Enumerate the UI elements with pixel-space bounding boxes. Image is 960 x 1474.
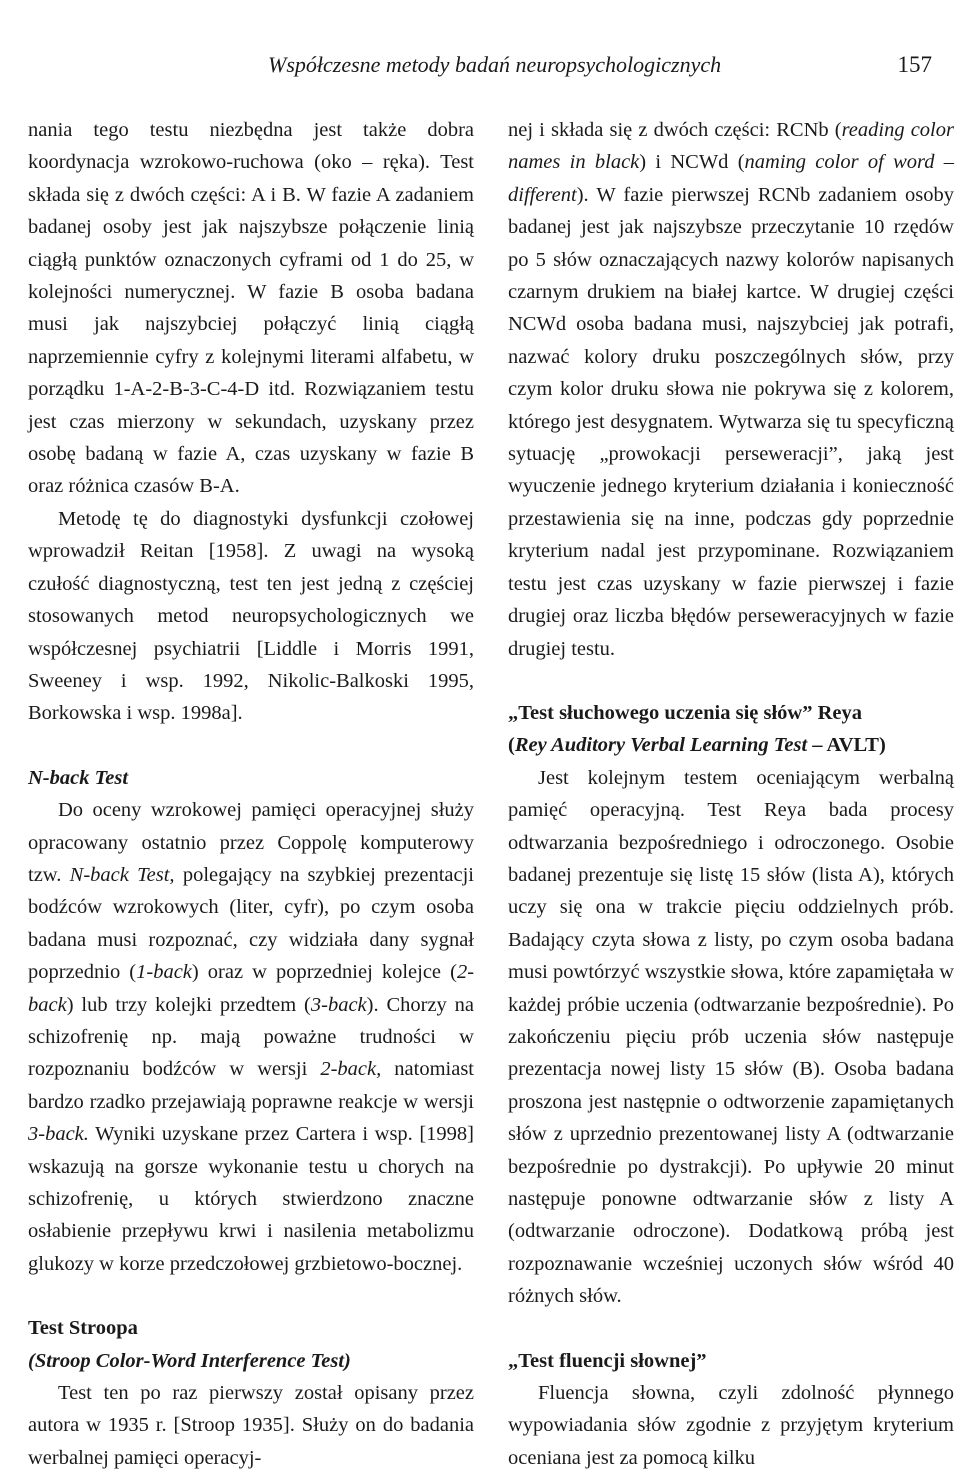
- paragraph-stroop: Test ten po raz pierwszy został opisany przez autora w 1935 r. [Stroop 1935]. Służy on do badania werbalnej pamięci operacyj-: [28, 1382, 474, 1469]
- paragraph-reitan: Metodę tę do diagnostyki dysfunkcji czołowej wprowadził Reitan [1958]. Z uwagi na wysoką czułość diagnostyczną, test ten jest jedną z częściej stosowanych metod neuropsychologicznych we współczesnej psychiatrii [Liddle i Morris 1991, Sweeney i wsp. 1992, Nikolic-Balkoski 1995, Borkowska i wsp. 1998a].: [28, 507, 474, 725]
- subheading-stroop: (Stroop Color-Word Interference Test): [28, 1349, 351, 1372]
- paragraph-avlt: Jest kolejnym testem oceniającym werbalną pamięć operacyjną. Test Reya bada procesy odtwarzania bezpośredniego i odroczonego. Osobie badanej prezentuje się listę 15 słów (lista A), których uczy się ona w trakcie pięciu oddzielnych prób. Badający czyta słowa z listy, po czym osoba badana musi powtórzyć wszystkie słowa, które zapamiętała w każdej próbie uczenia (odtwarzanie bezpośrednie). Po zakończeniu pięciu prób uczenia słów następuje prezentacja nowej listy 15 słów (B). Osoba badana proszona jest następnie o odtworzenie zapamiętanych słów z uprzednio prezentowanej listy A (odtwarzanie bezpośrednie po dystrakcji). Po upływie 20 minut następuje ponowne odtwarzanie słów z listy A (odtwarzanie odroczone). Dodatkową próbą jest rozpoznawanie wcześniej uczonych słów wśród 40 różnych słów.: [508, 766, 954, 1308]
- heading-nback: N-back Test: [28, 766, 129, 789]
- heading-fluency: „Test fluencji słownej”: [508, 1349, 707, 1372]
- paragraph-trail-making: nania tego testu niezbędna jest także dobra koordynacja wzrokowo-ruchowa (oko – ręka). Test składa się z dwóch części: A i B. W fazie A zadaniem badanej osoby jest jak najszybsze połączenie linią ciągłą punktów oznaczonych cyframi od 1 do 25, w kolejności numerycznej. W fazie B osoba badana musi jak najszybciej połączyć linią ciągłą naprzemiennie cyfry z kolejnymi literami alfabetu, w porządku 1-A-2-B-3-C-4-D itd. Rozwiązaniem testu jest czas mierzony w sekundach, uzyskany przez osobę badaną w fazie A, czas uzyskany w fazie B oraz różnica czasów B-A.: [28, 119, 474, 498]
- section-gap: [508, 665, 954, 697]
- page-header: [0, 0, 960, 100]
- running-head: Współczesne metody badań neuropsychologicznych: [268, 52, 722, 77]
- section-gap: [508, 1313, 954, 1345]
- page-number: 157: [897, 52, 932, 77]
- subheading-avlt: (Rey Auditory Verbal Learning Test – AVLT): [508, 734, 886, 757]
- section-gap: [28, 730, 474, 762]
- paragraph-stroop-continued: nej i składa się z dwóch części: RCNb (reading color names in black) i NCWd (naming color of word – different). W fazie pierwszej RCNb zadaniem osoby badanej jest jak najszybsze przeczytanie 10 rzędów po 5 słów oznaczających nazwy kolorów napisanych czarnym drukiem na białej kartce. W drugiej części NCWd osoba badana musi, najszybciej jak potrafi, nazwać kolory druku poszczególnych słów, przy czym kolor druku słowa nie pokrywa się z kolorem, którego jest desygnatem. Wytwarza się tu specyficzną sytuację „prowokacji perseweracji”, jaką jest wyuczenie jednego kryterium działania i konieczność przestawienia się na inne, podczas gdy poprzednie kryterium nadal jest przypominane. Rozwiązaniem testu jest czas uzyskany w fazie pierwszej i fazie drugiej oraz liczba błędów perseweracyjnych w fazie drugiej testu.: [508, 119, 954, 660]
- section-gap: [28, 1280, 474, 1312]
- right-column: [508, 114, 954, 1474]
- heading-stroop: Test Stroopa: [28, 1317, 138, 1340]
- heading-avlt: „Test słuchowego uczenia się słów” Reya: [508, 701, 862, 724]
- left-column: [28, 114, 474, 1474]
- paragraph-nback: Do oceny wzrokowej pamięci operacyjnej służy opracowany ostatnio przez Coppolę komputerowy tzw. N-back Test, polegający na szybkiej prezentacji bodźców wzrokowych (liter, cyfr), po czym osoba badana musi rozpoznać, czy widziała dany sygnał poprzednio (1-back) oraz w poprzedniej kolejce (2-back) lub trzy kolejki przedtem (3-back). Chorzy na schizofrenię np. mają poważne trudności w rozpoznaniu bodźców w wersji 2-back, natomiast bardzo rzadko przejawiają poprawne reakcje w wersji 3-back. Wyniki uzyskane przez Cartera i wsp. [1998] wskazują na gorsze wykonanie testu u chorych na schizofrenię, u których stwierdzono znaczne osłabienie przepływu krwi i nasilenia metabolizmu glukozy w korze przedczołowej grzbietowo-bocznej.: [28, 799, 475, 1275]
- paragraph-fluency: Fluencja słowna, czyli zdolność płynnego wypowiadania słów zgodnie z przyjętym kryterium oceniana jest za pomocą kilku: [508, 1382, 954, 1469]
